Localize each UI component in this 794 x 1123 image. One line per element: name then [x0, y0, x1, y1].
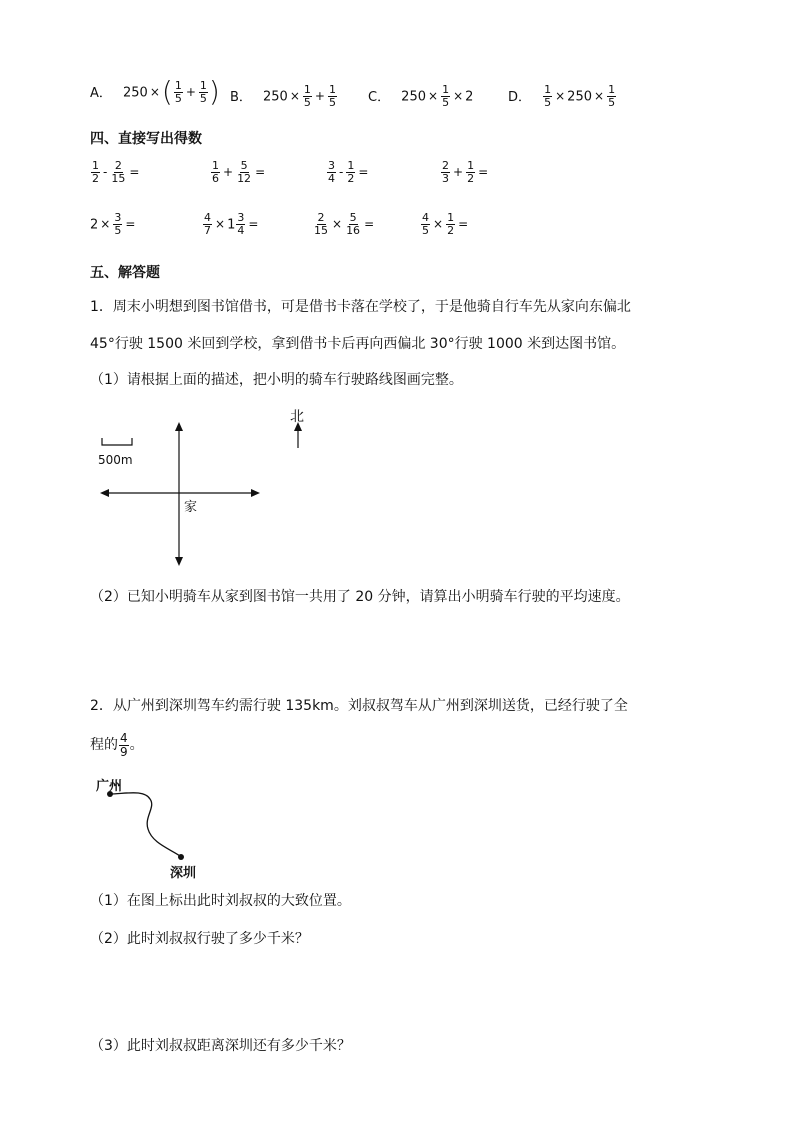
- option-c-number: 250: [401, 89, 426, 105]
- q2-sub1: （1）在图上标出此时刘叔叔的大致位置。: [90, 893, 351, 909]
- minus-sign: -: [339, 165, 344, 180]
- option-c-two: 2: [465, 89, 474, 105]
- home-label: 家: [184, 500, 198, 515]
- equals-sign: =: [248, 217, 259, 232]
- equals-sign: =: [458, 217, 469, 232]
- fraction: $\frac{1}{5}$: [174, 78, 182, 105]
- times-sign: ×: [215, 217, 226, 232]
- fraction: $\frac{4}{5}$: [422, 211, 429, 237]
- route-line: [110, 793, 180, 856]
- plus-sign: +: [314, 89, 325, 104]
- option-c: [368, 84, 473, 108]
- calc-3: [326, 160, 370, 184]
- scale-bar: [102, 438, 132, 445]
- scale-label: 500m: [98, 453, 133, 467]
- section5-heading: 五、解答题: [90, 265, 160, 281]
- fraction: $\frac{5}{12}$: [237, 159, 252, 185]
- calc-5: [90, 212, 137, 236]
- direction-diagram: [90, 400, 320, 575]
- fraction: $\frac{1}{5}$: [303, 83, 311, 109]
- q1-sub1: （1）请根据上面的描述，把小明的骑车行驶路线图画完整。: [90, 372, 463, 388]
- fraction: $\frac{1}{2}$: [92, 159, 99, 185]
- q2-line2-prefix: 程的: [90, 737, 118, 754]
- times-sign: ×: [555, 89, 566, 104]
- left-paren: (: [161, 75, 173, 108]
- q2-line2-suffix: 。: [129, 737, 144, 754]
- fraction: $\frac{1}{5}$: [328, 83, 336, 109]
- fraction: $\frac{4}{9}$: [120, 731, 128, 759]
- equals-sign: =: [478, 165, 489, 180]
- times-sign: ×: [149, 85, 160, 99]
- arrow-left: [100, 489, 109, 497]
- fraction: $\frac{3}{5}$: [114, 211, 122, 237]
- times-sign: ×: [453, 89, 464, 104]
- section4-heading: 四、直接写出得数: [90, 131, 202, 147]
- times-sign: ×: [100, 217, 111, 232]
- option-b-number: 250: [263, 89, 288, 105]
- fraction: $\frac{3}{4}$: [328, 159, 335, 185]
- equals-sign: =: [125, 217, 136, 232]
- calc-8: [420, 212, 470, 236]
- arrow-right: [251, 489, 260, 497]
- option-c-label: C．: [368, 89, 391, 105]
- arrow-up: [175, 422, 183, 431]
- q2-sub2: （2）此时刘叔叔行驶了多少千米？: [90, 931, 309, 947]
- equals-sign: =: [129, 165, 140, 180]
- number: 2: [90, 217, 99, 233]
- calc-2: [210, 160, 267, 184]
- minus-sign: -: [103, 165, 108, 180]
- option-d: [508, 84, 617, 108]
- fraction: $\frac{1}{2}$: [467, 159, 475, 185]
- equals-sign: =: [255, 165, 266, 180]
- plus-sign: +: [453, 165, 464, 180]
- arrow-down: [175, 557, 183, 566]
- fraction: $\frac{1}{2}$: [347, 159, 355, 185]
- times-sign: ×: [594, 89, 605, 104]
- fraction: $\frac{1}{5}$: [608, 83, 616, 109]
- fraction: $\frac{5}{16}$: [346, 211, 361, 237]
- option-a-label: A．: [90, 85, 112, 101]
- calc-7: [312, 212, 376, 236]
- fraction: $\frac{1}{2}$: [447, 211, 455, 237]
- option-a-number: 250: [123, 85, 148, 101]
- fraction: $\frac{2}{15}$: [111, 159, 126, 185]
- q2-line2: [90, 732, 144, 758]
- fraction: $\frac{2}{3}$: [442, 159, 449, 185]
- option-a: [90, 75, 220, 108]
- option-d-label: D．: [508, 89, 532, 105]
- q1-line2: 45°行驶 1500 米回到学校，拿到借书卡后再向西偏北 30°行驶 1000 米到达图书馆。: [90, 336, 626, 352]
- fraction: $\frac{1}{5}$: [199, 78, 207, 105]
- option-b: [230, 84, 338, 108]
- equals-sign: =: [358, 165, 369, 180]
- q1-line1: 1．周末小明想到图书馆借书，可是借书卡落在学校了，于是他骑自行车先从家向东偏北: [90, 299, 631, 315]
- plus-sign: +: [223, 165, 234, 180]
- mixed-whole: 1: [227, 217, 236, 233]
- times-sign: ×: [433, 217, 444, 232]
- map-start-label: 广州: [96, 779, 123, 794]
- equals-sign: =: [364, 217, 375, 232]
- route-map: [100, 785, 200, 865]
- option-d-number: 250: [567, 89, 592, 105]
- calc-4: [440, 160, 490, 184]
- north-label: 北: [290, 409, 304, 425]
- fraction: $\frac{3}{4}$: [237, 211, 245, 237]
- option-b-label: B．: [230, 89, 252, 105]
- fraction: $\frac{2}{15}$: [314, 211, 328, 237]
- times-sign: ×: [428, 89, 439, 104]
- times-sign: ×: [289, 89, 300, 104]
- fraction: $\frac{4}{7}$: [204, 211, 211, 237]
- map-end-label: 深圳: [170, 866, 197, 881]
- q1-sub2: （2）已知小明骑车从家到图书馆一共用了 20 分钟，请算出小明骑车行驶的平均速度。: [90, 589, 630, 605]
- plus-sign: +: [185, 85, 196, 99]
- calc-1: [90, 160, 141, 184]
- q2-sub3: （3）此时刘叔叔距离深圳还有多少千米？: [90, 1038, 351, 1054]
- fraction: $\frac{1}{5}$: [442, 83, 450, 109]
- shenzhen-dot: [178, 854, 184, 860]
- calc-6: [202, 212, 260, 236]
- fraction: $\frac{1}{6}$: [212, 159, 219, 185]
- fraction: $\frac{1}{5}$: [544, 83, 552, 109]
- q2-line1: 2．从广州到深圳驾车约需行驶 135km。刘叔叔驾车从广州到深圳送货，已经行驶了全: [90, 698, 628, 714]
- right-paren: ): [208, 75, 220, 108]
- times-sign: ×: [332, 217, 343, 232]
